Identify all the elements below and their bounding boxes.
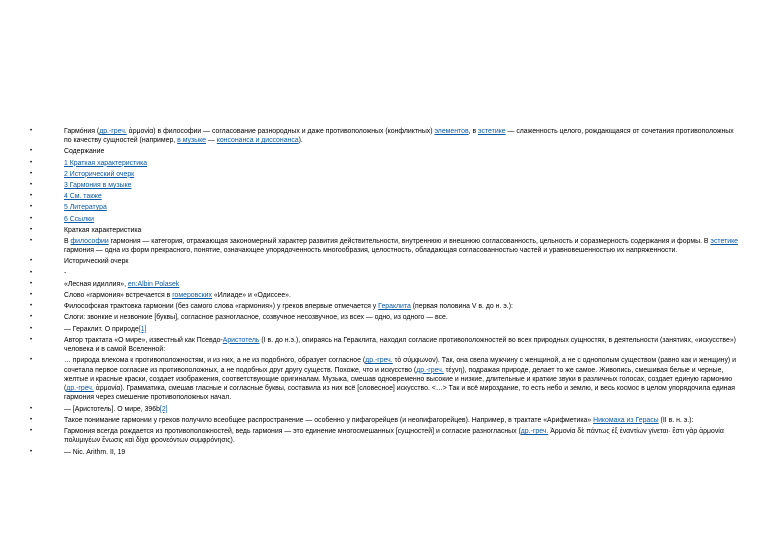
footnote-ref-1[interactable]: [1] xyxy=(138,325,147,333)
link-aesthetics[interactable]: эстетике xyxy=(478,128,506,135)
image-caption: «Лесная идиллия», en:Albin Polasek xyxy=(64,280,180,288)
toc-item-links[interactable]: 6 Ссылки xyxy=(64,215,95,223)
list-item: • Краткая характеристика xyxy=(30,226,142,234)
link-ancient-greek-2[interactable]: др.-греч. xyxy=(365,357,393,365)
list-item: • Содержание xyxy=(30,148,105,156)
list-item: • - xyxy=(30,269,67,277)
heraclitus-paragraph: Философская трактовка гармонии (без самого слова «гармония») у греков впервые отмечается у Гераклита (первая половина V в. до н. э.): xyxy=(64,303,513,311)
list-item: • — [Аристотель]. О мире, 396b[2] xyxy=(30,405,168,413)
quote-source-2: — [Аристотель]. О мире, 396b[2] xyxy=(64,405,168,413)
article-list xyxy=(30,127,742,457)
list-item: • … природа влекома к противоположностям, и из них, а не из подобного, образует согласное (др.-греч. τὸ σύμφωνον). Так, она свела мужчину с женщиной, а не с однополым существом (равно как и женщину) и сочетала первое согласие из противоположных, а не подобных друг другу существ. Похоже, что и искусство (др.-греч. τέχνη), подражая природе, делает то же самое. Живопись, смешивая белые и черные, желтые и красные краски, создает изображения, соответствующие оригиналам. Музыка, смешав одновременно высокие и низкие, длительные и краткие звуки в различных голосах, создает единую гармонию (др.-греч. ἁρμονία). Грамматика, смешав гласные и согласные буквы, составила из них всё [словесное] искусство. <…> Так и всё мироздание, то есть небо и землю, и весь космос в целом упорядочила единая гармония через смешение противоположных начал. xyxy=(30,357,736,402)
aristotle-paragraph: Автор трактата «О мире», известный как Псевдо-Аристотель (I в. до н.э.), опираясь на Гераклита, находил согласие противоположностей во всех природных сущностях, в деятельности (занятиях, «искусстве») человека и в самой Вселенной: xyxy=(64,336,736,354)
list-item: • Гармо́ния (др.-греч. ἁρμονία) в философии — согласование разнородных и даже противоположных (конфликтных) элементов, в эстетике — слаженность целого, рождающаяся от сочетания противоположных по качеству сущностей (например, в музыке — консонанса и диссонанса). xyxy=(30,128,734,145)
article-content xyxy=(30,127,742,459)
list-item: • «Лесная идиллия», en:Albin Polasek xyxy=(30,280,180,288)
link-ancient-greek-3[interactable]: др.-греч. xyxy=(416,366,444,374)
link-philosophy[interactable]: философии xyxy=(70,237,109,245)
link-elements[interactable]: элементов xyxy=(434,128,469,135)
link-consonance-dissonance[interactable]: консонанса и диссонанса xyxy=(216,137,299,145)
list-item: • — Nic. Arithm. II, 19 xyxy=(30,448,126,456)
quote-nicomachus: Гармония всегда рождается из противоположностей, ведь гармония — это единение многосмешанных [сущностей] и согласие разногласных (др.-греч. Ἀρμονία δὲ πάντως ἐξ ἐναντίων γίνεται· ἔστι γὰρ ἁρμονία πολυμιγέων ἕνωσις καὶ δίχα φρονεόντων συμφρόνησις). xyxy=(64,428,724,445)
toc-item-literature[interactable]: 5 Литература xyxy=(64,204,107,212)
link-heraclitus[interactable]: Гераклита xyxy=(378,303,411,311)
link-albin-polasek[interactable]: en:Albin Polasek xyxy=(127,280,180,288)
quote-source-3: — Nic. Arithm. II, 19 xyxy=(64,448,126,456)
section-heading-history: Исторический очерк xyxy=(64,258,129,266)
toc-item-music[interactable]: 3 Гармония в музыке xyxy=(64,182,132,190)
list-item: • Такое понимание гармонии у греков получило всеобщее распространение — особенно у пифагорейцев (и неопифагорейцев). Например, в трактате «Арифметика» Никомаха из Герасы (II в. н. э.): xyxy=(30,416,694,424)
list-item: • В философии гармония — категория, отражающая закономерный характер развития действительности, внутреннюю и внешнюю согласованность, цельность и соразмерность содержания и формы. В эстетике гармония — одна из форм прекрасного, понятие, означающее упорядоченность многообразия, целостность, обладающая согласованностью частей и уравновешенностью их напряженности. xyxy=(30,237,738,255)
toc-item-see-also[interactable]: 4 См. также xyxy=(64,193,102,201)
list-item: • Исторический очерк xyxy=(30,258,129,266)
pythagoreans-paragraph: Такое понимание гармонии у греков получило всеобщее распространение — особенно у пифагорейцев (и неопифагорейцев). Например, в трактате «Арифметика» Никомаха из Герасы (II в. н. э.): xyxy=(64,416,694,424)
toc-item-history[interactable]: 2 Исторический очерк xyxy=(64,170,135,178)
list-item: • 5 Литература xyxy=(30,204,107,212)
link-homeric[interactable]: гомеровских xyxy=(172,292,212,300)
list-item: • Гармония всегда рождается из противоположностей, ведь гармония — это единение многосмешанных [сущностей] и согласие разногласных (др.-греч. Ἀρμονία δὲ πάντως ἐξ ἐναντίων γίνεται· ἔστι γὰρ ἁρμονία πολυμιγέων ἕνωσις καὶ δίχα φρονεόντων συμφρόνησις). xyxy=(30,428,724,445)
list-item: • Слоги: звонкие и незвонкие [буквы], согласное разногласное, созвучное несозвучное, из всех — одно, из одного — все. xyxy=(30,314,448,322)
list-item: • — Гераклит. О природе[1] xyxy=(30,325,147,333)
link-ancient-greek[interactable]: др.-греч. xyxy=(99,128,127,135)
homer-paragraph: Слово «гармония» встречается в гомеровских «Илиаде» и «Одиссее». xyxy=(64,292,291,300)
link-nicomachus[interactable]: Никомаха из Герасы xyxy=(593,416,659,424)
list-item: • 1 Краткая характеристика xyxy=(30,159,148,167)
toc-title: Содержание xyxy=(64,148,105,156)
link-ancient-greek-4[interactable]: др.-греч. xyxy=(66,385,94,393)
brief-paragraph: В философии гармония — категория, отражающая закономерный характер развития действительности, внутреннюю и внешнюю согласованность, цельность и соразмерность содержания и формы. В эстетике гармония — одна из форм прекрасного, понятие, означающее упорядоченность многообразия, целостность, обладающая согласованностью частей и уравновешенностью их напряженности. xyxy=(64,237,738,255)
image-placeholder-dash: - xyxy=(64,269,67,277)
list-item: • 6 Ссылки xyxy=(30,215,95,223)
quote-heraclitus: Слоги: звонкие и незвонкие [буквы], согласное разногласное, созвучное несозвучное, из всех — одно, из одного — все. xyxy=(64,314,448,322)
toc-item-brief[interactable]: 1 Краткая характеристика xyxy=(64,159,148,167)
list-item: • 3 Гармония в музыке xyxy=(30,182,132,190)
link-ancient-greek-5[interactable]: др.-греч. xyxy=(520,428,549,436)
section-heading-brief: Краткая характеристика xyxy=(64,226,142,234)
link-in-music[interactable]: в музыке xyxy=(177,137,206,145)
list-item: • Автор трактата «О мире», известный как Псевдо-Аристотель (I в. до н.э.), опираясь на Гераклита, находил согласие противоположностей во всех природных сущностях, в деятельности (занятиях, «искусстве») человека и в самой Вселенной: xyxy=(30,336,736,354)
quote-source-1: — Гераклит. О природе[1] xyxy=(64,325,147,333)
footnote-ref-2[interactable]: [2] xyxy=(159,405,168,413)
list-item: • Философская трактовка гармонии (без самого слова «гармония») у греков впервые отмечается у Гераклита (первая половина V в. до н. э.): xyxy=(30,303,513,311)
link-aristotle[interactable]: Аристотель xyxy=(222,336,260,344)
link-aesthetics-2[interactable]: эстетике xyxy=(710,237,738,245)
list-item: • 2 Исторический очерк xyxy=(30,170,135,178)
list-item: • 4 См. также xyxy=(30,193,102,201)
list-item: • Слово «гармония» встречается в гомеровских «Илиаде» и «Одиссее». xyxy=(30,292,291,300)
intro-paragraph: Гармо́ния (др.-греч. ἁρμονία) в философии — согласование разнородных и даже противоположных (конфликтных) элементов, в эстетике — слаженность целого, рождающаяся от сочетания противоположных по качеству сущностей (например, в музыке — консонанса и диссонанса). xyxy=(64,128,734,145)
quote-on-the-world: … природа влекома к противоположностям, и из них, а не из подобного, образует согласное (др.-греч. τὸ σύμφωνον). Так, она свела мужчину с женщиной, а не с однополым существом (равно как и женщину) и сочетала первое согласие из противоположных, а не подобных друг другу существ. Похоже, что и искусство (др.-греч. τέχνη), подражая природе, делает то же самое. Живопись, смешивая белые и черные, желтые и красные краски, создает изображения, соответствующие оригиналам. Музыка, смешав одновременно высокие и низкие, длительные и краткие звуки в различных голосах, создает единую гармонию (др.-греч. ἁρμονία). Грамматика, смешав гласные и согласные буквы, составила из них всё [словесное] искусство. <…> Так и всё мироздание, то есть небо и землю, и весь космос в целом упорядочила единая гармония через смешение противоположных начал. xyxy=(64,357,736,402)
